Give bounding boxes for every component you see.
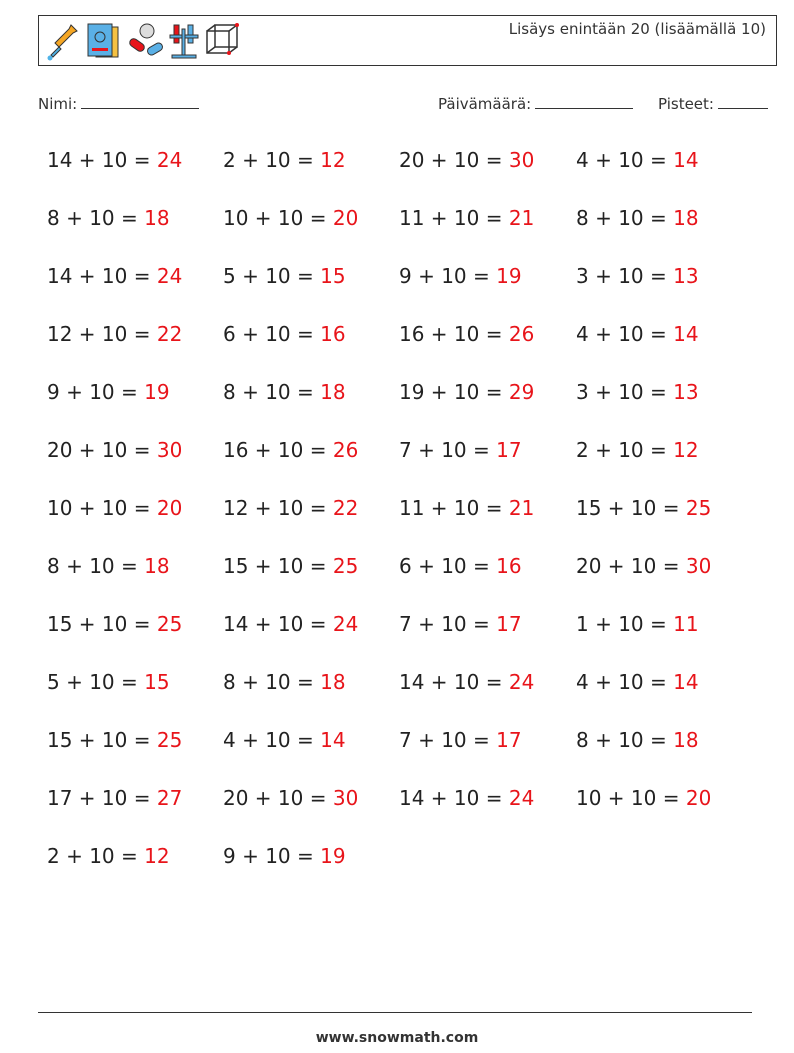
problem-question: 14 + 10 =: [399, 786, 503, 810]
problem-item: [223, 844, 346, 868]
problem-question: 15 + 10 =: [223, 554, 327, 578]
problem-answer: 21: [508, 206, 535, 230]
problem-item: [399, 496, 534, 520]
problem-item: [576, 670, 699, 694]
science-book-icon: [84, 21, 122, 61]
problem-answer: 15: [144, 670, 170, 694]
problem-item: [576, 438, 699, 462]
problem-answer: 19: [144, 380, 170, 404]
problem-question: 20 + 10 =: [576, 554, 680, 578]
problem-item: [223, 438, 358, 462]
problem-question: 8 + 10 =: [47, 206, 138, 230]
score-line: [718, 94, 768, 109]
problem-item: [47, 496, 182, 520]
problem-answer: 18: [144, 554, 170, 578]
problem-question: 8 + 10 =: [223, 380, 314, 404]
problem-question: 9 + 10 =: [223, 844, 314, 868]
header-box: [38, 15, 777, 66]
problem-item: [576, 148, 699, 172]
problem-question: 8 + 10 =: [223, 670, 314, 694]
name-label: Nimi:: [38, 95, 78, 113]
problem-answer: 25: [156, 728, 183, 752]
header-icons: [45, 20, 243, 62]
problem-answer: 18: [673, 728, 699, 752]
problem-item: [576, 554, 711, 578]
problem-question: 2 + 10 =: [223, 148, 314, 172]
problem-item: [399, 148, 534, 172]
problem-answer: 18: [320, 670, 346, 694]
problem-item: [47, 844, 170, 868]
name-field: [38, 94, 199, 113]
problem-item: [223, 612, 358, 636]
problem-answer: 17: [496, 728, 522, 752]
problem-answer: 18: [320, 380, 346, 404]
cube-icon: [203, 21, 243, 61]
score-field: [658, 94, 768, 113]
problem-question: 4 + 10 =: [223, 728, 314, 752]
problem-answer: 24: [332, 612, 359, 636]
problem-item: [47, 554, 170, 578]
problem-question: 20 + 10 =: [399, 148, 503, 172]
problem-question: 6 + 10 =: [223, 322, 314, 346]
problem-question: 7 + 10 =: [399, 438, 490, 462]
problem-answer: 14: [673, 148, 699, 172]
problem-answer: 24: [156, 264, 183, 288]
score-label: Pisteet:: [658, 95, 714, 113]
problem-question: 12 + 10 =: [223, 496, 327, 520]
problem-item: [399, 264, 522, 288]
problem-question: 15 + 10 =: [47, 728, 151, 752]
problem-item: [223, 496, 358, 520]
problem-question: 5 + 10 =: [223, 264, 314, 288]
problem-question: 14 + 10 =: [47, 264, 151, 288]
problem-question: 9 + 10 =: [399, 264, 490, 288]
problem-item: [399, 670, 534, 694]
problem-question: 10 + 10 =: [223, 206, 327, 230]
problem-answer: 30: [685, 554, 712, 578]
problem-answer: 15: [320, 264, 346, 288]
problem-item: [576, 322, 699, 346]
problem-question: 8 + 10 =: [576, 206, 667, 230]
problem-answer: 12: [673, 438, 699, 462]
problem-item: [399, 438, 522, 462]
problem-item: [399, 554, 522, 578]
problem-answer: 25: [332, 554, 359, 578]
problem-item: [223, 322, 346, 346]
problem-answer: 22: [332, 496, 359, 520]
problem-answer: 21: [508, 496, 535, 520]
date-label: Päivämäärä:: [438, 95, 532, 113]
problem-answer: 30: [508, 148, 535, 172]
problem-question: 1 + 10 =: [576, 612, 667, 636]
problem-question: 12 + 10 =: [47, 322, 151, 346]
problem-item: [399, 612, 522, 636]
problem-item: [399, 206, 534, 230]
problem-question: 15 + 10 =: [576, 496, 680, 520]
problem-item: [576, 206, 699, 230]
problem-item: [223, 206, 358, 230]
problem-item: [399, 380, 534, 404]
pipette-icon: [45, 21, 81, 61]
problem-question: 14 + 10 =: [399, 670, 503, 694]
problem-question: 10 + 10 =: [47, 496, 151, 520]
problem-answer: 18: [673, 206, 699, 230]
problem-answer: 24: [156, 148, 183, 172]
problem-question: 7 + 10 =: [399, 728, 490, 752]
problem-question: 4 + 10 =: [576, 670, 667, 694]
problem-item: [223, 148, 346, 172]
problem-item: [47, 670, 170, 694]
problem-item: [47, 380, 170, 404]
name-line: [81, 94, 199, 109]
problem-item: [47, 264, 182, 288]
problem-question: 2 + 10 =: [47, 844, 138, 868]
problem-answer: 20: [685, 786, 712, 810]
problem-answer: 16: [320, 322, 346, 346]
problem-answer: 13: [673, 380, 699, 404]
problem-answer: 24: [508, 786, 535, 810]
problem-question: 14 + 10 =: [47, 148, 151, 172]
footer-divider: [38, 1012, 752, 1013]
worksheet-title: Lisäys enintään 20 (lisäämällä 10): [508, 20, 766, 38]
problem-question: 7 + 10 =: [399, 612, 490, 636]
problem-item: [47, 206, 170, 230]
problem-question: 3 + 10 =: [576, 264, 667, 288]
problem-item: [47, 612, 182, 636]
problem-item: [47, 438, 182, 462]
problem-question: 20 + 10 =: [223, 786, 327, 810]
problem-question: 10 + 10 =: [576, 786, 680, 810]
problem-answer: 20: [332, 206, 359, 230]
problem-question: 3 + 10 =: [576, 380, 667, 404]
test-tube-rack-icon: [168, 21, 200, 61]
problem-answer: 14: [320, 728, 346, 752]
problem-answer: 17: [496, 612, 522, 636]
problem-answer: 29: [508, 380, 535, 404]
problem-question: 4 + 10 =: [576, 148, 667, 172]
problem-item: [399, 728, 522, 752]
problem-question: 11 + 10 =: [399, 206, 503, 230]
problem-answer: 13: [673, 264, 699, 288]
date-field: [438, 94, 633, 113]
problem-answer: 18: [144, 206, 170, 230]
date-line: [535, 94, 633, 109]
problem-item: [223, 670, 346, 694]
problem-item: [223, 554, 358, 578]
problem-item: [576, 264, 699, 288]
footer-url: www.snowmath.com: [315, 1030, 479, 1046]
problem-answer: 12: [320, 148, 346, 172]
problem-question: 17 + 10 =: [47, 786, 151, 810]
problem-question: 15 + 10 =: [47, 612, 151, 636]
problem-question: 8 + 10 =: [576, 728, 667, 752]
problem-answer: 14: [673, 322, 699, 346]
problem-question: 8 + 10 =: [47, 554, 138, 578]
problem-answer: 30: [332, 786, 359, 810]
problem-question: 16 + 10 =: [399, 322, 503, 346]
problem-item: [223, 380, 346, 404]
problem-item: [47, 728, 182, 752]
problem-question: 2 + 10 =: [576, 438, 667, 462]
problem-answer: 19: [496, 264, 522, 288]
problem-question: 5 + 10 =: [47, 670, 138, 694]
problem-answer: 20: [156, 496, 183, 520]
problem-item: [576, 612, 699, 636]
problem-answer: 12: [144, 844, 170, 868]
problem-question: 14 + 10 =: [223, 612, 327, 636]
problem-item: [576, 786, 711, 810]
problem-answer: 14: [673, 670, 699, 694]
problem-question: 19 + 10 =: [399, 380, 503, 404]
problem-item: [47, 786, 182, 810]
problem-question: 4 + 10 =: [576, 322, 667, 346]
problem-answer: 25: [685, 496, 712, 520]
problem-answer: 11: [673, 612, 699, 636]
problem-item: [47, 148, 182, 172]
problem-question: 6 + 10 =: [399, 554, 490, 578]
problem-answer: 27: [156, 786, 183, 810]
problem-question: 9 + 10 =: [47, 380, 138, 404]
problem-item: [399, 786, 534, 810]
problem-item: [223, 264, 346, 288]
problem-item: [223, 786, 358, 810]
problem-answer: 22: [156, 322, 183, 346]
problem-question: 11 + 10 =: [399, 496, 503, 520]
problem-answer: 16: [496, 554, 522, 578]
problem-answer: 30: [156, 438, 183, 462]
problem-item: [223, 728, 346, 752]
problem-answer: 26: [332, 438, 359, 462]
problem-question: 16 + 10 =: [223, 438, 327, 462]
problem-answer: 24: [508, 670, 535, 694]
problem-item: [399, 322, 534, 346]
problem-question: 20 + 10 =: [47, 438, 151, 462]
problem-answer: 19: [320, 844, 346, 868]
problem-item: [576, 380, 699, 404]
problem-item: [576, 728, 699, 752]
problem-item: [576, 496, 711, 520]
pills-icon: [125, 21, 165, 61]
problem-answer: 17: [496, 438, 522, 462]
problem-answer: 25: [156, 612, 183, 636]
problem-answer: 26: [508, 322, 535, 346]
problem-item: [47, 322, 182, 346]
